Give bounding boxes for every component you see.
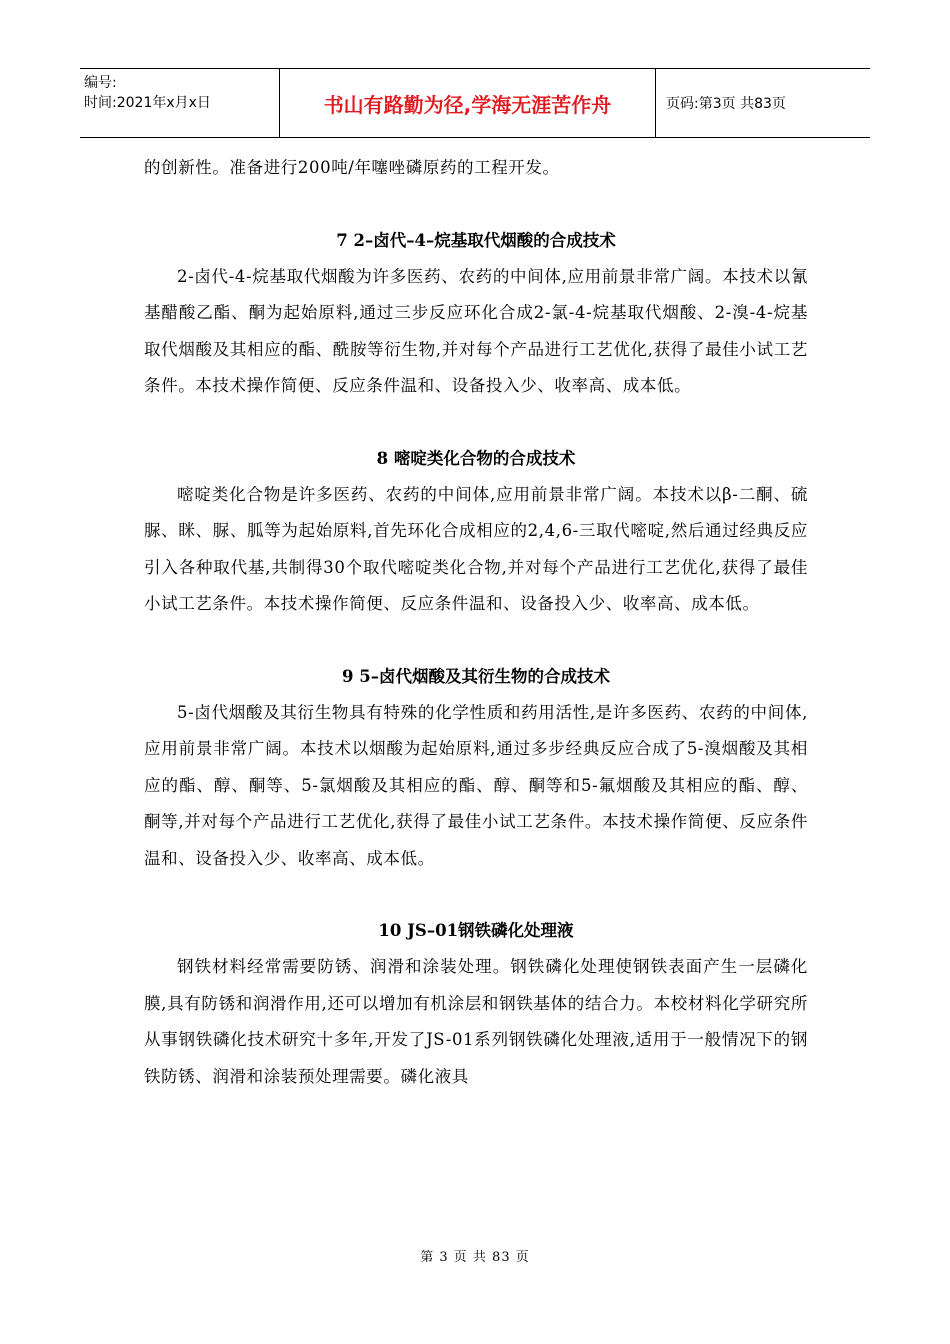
header-motto: 书山有路勤为径,学海无涯苦作舟 (280, 69, 656, 137)
section-body-7: 2-卤代-4-烷基取代烟酸为许多医药、农药的中间体,应用前景非常广阔。本技术以氰基醋酸乙酯、酮为起始原料,通过三步反应环化合成2-氯-4-烷基取代烟酸、2-溴-4-烷基取代烟酸及其相应的酯、酰胺等衍生物,并对每个产品进行工艺优化,获得了最佳小试工艺条件。本技术操作简便、反应条件温和、设备投入少、收率高、成本低。 (144, 266, 808, 395)
section-body-10: 钢铁材料经常需要防锈、润滑和涂装处理。钢铁磷化处理使钢铁表面产生一层磷化膜,具有防锈和润滑作用,还可以增加有机涂层和钢铁基体的结合力。本校材料化学研究所从事钢铁磷化技术研究十多年,开发了JS-01系列钢铁磷化处理液,适用于一般情况下的钢铁防锈、润滑和涂装预处理需要。磷化液具 (144, 957, 808, 1086)
page-header (80, 68, 870, 138)
document-body (144, 150, 808, 1095)
document-number-label: 编号: (84, 75, 117, 91)
page-footer: 第 3 页 共 83 页 (420, 1250, 530, 1265)
section-body-9: 5-卤代烟酸及其衍生物具有特殊的化学性质和药用活性,是许多医药、农药的中间体,应用前景非常广阔。本技术以烟酸为起始原料,通过多步经典反应合成了5-溴烟酸及其相应的酯、醇、酮等、5-氯烟酸及其相应的酯、醇、酮等和5-氟烟酸及其相应的酯、醇、酮等,并对每个产品进行工艺优化,获得了最佳小试工艺条件。本技术操作简便、反应条件温和、设备投入少、收率高、成本低。 (144, 702, 808, 868)
section-heading-8: 8 嘧啶类化合物的合成技术 (376, 448, 576, 468)
intro-paragraph: 的创新性。准备进行200吨/年噻唑磷原药的工程开发。 (144, 158, 560, 177)
section-heading-7: 7 2–卤代–4–烷基取代烟酸的合成技术 (336, 230, 616, 250)
header-page-info: 页码:第3页 共83页 (666, 96, 786, 112)
section-heading-9: 9 5–卤代烟酸及其衍生物的合成技术 (342, 666, 610, 686)
header-meta-cell (80, 69, 280, 137)
section-body-8: 嘧啶类化合物是许多医药、农药的中间体,应用前景非常广阔。本技术以β-二酮、硫脲、眯、脲、胍等为起始原料,首先环化合成相应的2,4,6-三取代嘧啶,然后通过经典反应引入各种取代基,共制得30个取代嘧啶类化合物,并对每个产品进行工艺优化,获得了最佳小试工艺条件。本技术操作简便、反应条件温和、设备投入少、收率高、成本低。 (144, 484, 808, 613)
section-heading-10: 10 JS–01钢铁磷化处理液 (378, 921, 574, 940)
document-date: 时间:2021年x月x日 (84, 95, 211, 111)
